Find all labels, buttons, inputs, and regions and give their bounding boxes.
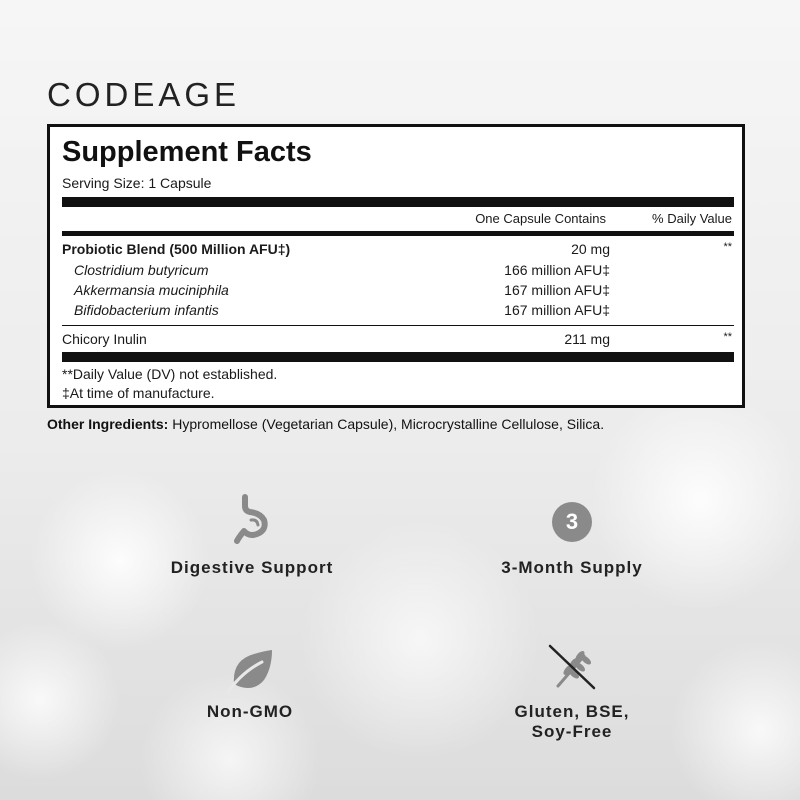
strain-name: Clostridium butyricum xyxy=(74,262,209,278)
stomach-icon xyxy=(227,494,277,544)
blend-name: Probiotic Blend (500 Million AFU‡) xyxy=(62,241,291,257)
badge-label: Digestive Support xyxy=(170,558,334,577)
other-ingredients-text: Hypromellose (Vegetarian Capsule), Microcrystalline Cellulose, Silica. xyxy=(168,416,605,432)
number-circle-icon: 3 xyxy=(552,502,592,542)
blend-row xyxy=(62,241,734,261)
inulin-name: Chicory Inulin xyxy=(62,331,147,347)
badge-label: Gluten, BSE, xyxy=(514,702,630,721)
inulin-dv: ** xyxy=(723,331,732,343)
strain-amount: 167 million AFU‡ xyxy=(504,282,610,298)
header-divider xyxy=(62,231,734,236)
footnote-manufacture: ‡At time of manufacture. xyxy=(62,385,215,401)
column-header-amount: One Capsule Contains xyxy=(475,211,606,226)
strain-name: Bifidobacterium infantis xyxy=(74,302,219,318)
thick-divider xyxy=(62,352,734,362)
blend-dv: ** xyxy=(723,241,732,253)
inulin-row xyxy=(62,331,734,351)
thick-divider xyxy=(62,197,734,207)
column-header-daily-value: % Daily Value xyxy=(652,211,732,226)
leaf-icon xyxy=(224,646,276,694)
strain-row xyxy=(62,282,734,302)
strain-name: Akkermansia muciniphila xyxy=(74,282,229,298)
inulin-amount: 211 mg xyxy=(564,331,610,347)
badge-digestive-support xyxy=(122,494,382,578)
badge-label: 3-Month Supply xyxy=(501,558,643,577)
thin-divider xyxy=(62,325,734,326)
brand-logo: CODEAGE xyxy=(47,76,241,113)
no-wheat-icon xyxy=(544,642,600,694)
strain-row xyxy=(62,302,734,322)
strain-amount: 166 million AFU‡ xyxy=(504,262,610,278)
badge-non-gmo xyxy=(120,646,380,722)
badge-gluten-bse-soy-free xyxy=(442,642,702,742)
footnote-daily-value: **Daily Value (DV) not established. xyxy=(62,366,278,382)
strain-row xyxy=(62,262,734,282)
other-ingredients-label: Other Ingredients: xyxy=(47,416,169,432)
blend-amount: 20 mg xyxy=(571,241,610,257)
other-ingredients xyxy=(47,416,604,432)
badge-3-month-supply xyxy=(442,502,702,578)
serving-size: Serving Size: 1 Capsule xyxy=(62,175,212,191)
facts-title: Supplement Facts xyxy=(62,136,312,168)
badge-label: Non-GMO xyxy=(206,702,294,721)
badge-label: Soy-Free xyxy=(531,722,613,741)
supplement-facts-panel xyxy=(47,124,745,408)
strain-amount: 167 million AFU‡ xyxy=(504,302,610,318)
